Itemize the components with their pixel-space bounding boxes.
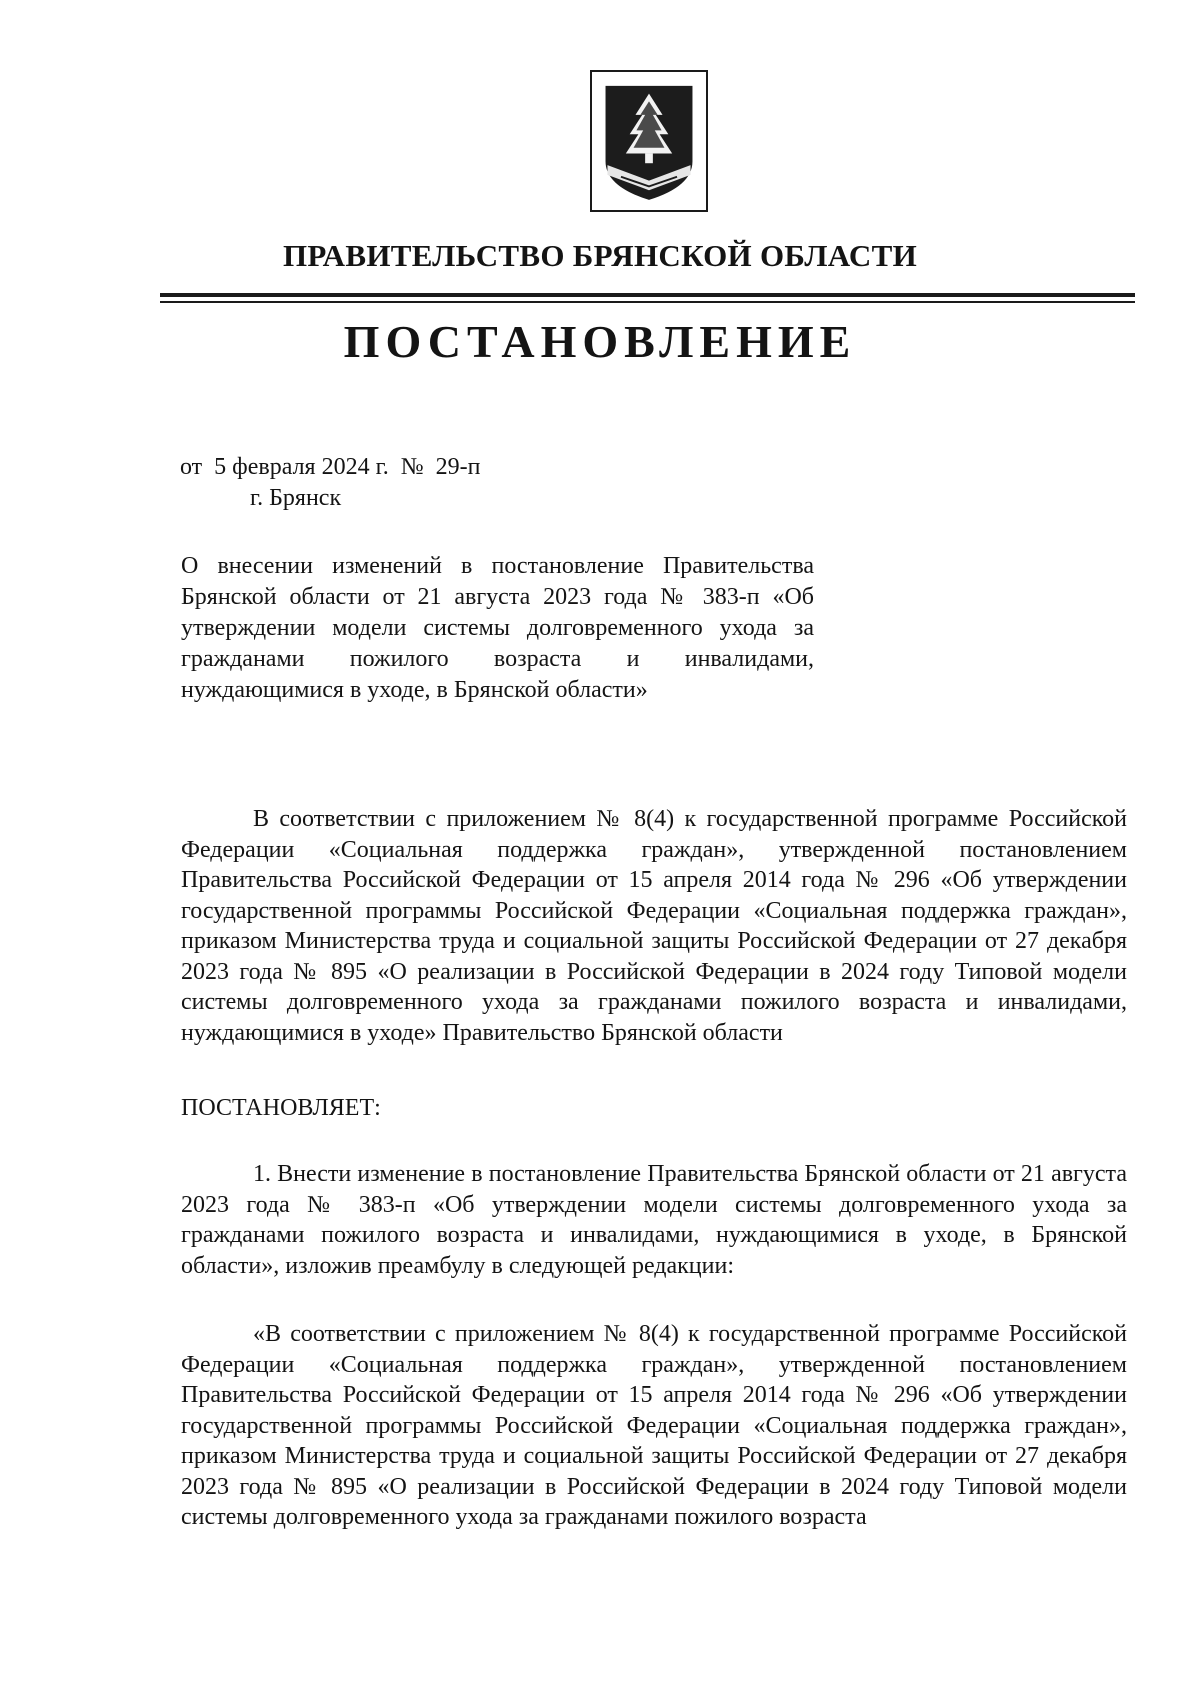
bryansk-coat-of-arms-icon	[590, 70, 708, 212]
item-1-paragraph: 1. Внести изменение в постановление Правительства Брянской области от 21 августа 2023 года № 383-п «Об утверждении модели системы долговременного ухода за гражданами пожилого возраста и инвалидами, нуждающимися в уходе, в Брянской области», изложив преамбулу в следующей редакции:	[181, 1161, 1127, 1279]
city: г. Брянск	[250, 485, 342, 511]
header-rule-thin	[160, 301, 1135, 303]
resolves-heading: ПОСТАНОВЛЯЕТ:	[181, 1095, 381, 1121]
date-and-number: от 5 февраля 2024 г. № 29-п	[180, 454, 481, 480]
document-subject: О внесении изменений в постановление Правительства Брянской области от 21 августа 2023 года № 383-п «Об утверждении модели системы долговременного ухода за гражданами пожилого возраста и инвалидами, нуждающимися в уходе, в Брянской области»	[181, 553, 814, 703]
preamble-paragraph: В соответствии с приложением № 8(4) к государственной программе Российской Федерации «Социальная поддержка граждан», утвержденной постановлением Правительства Российской Федерации от 15 апреля 2014 года № 296 «Об утверждении государственной программы Российской Федерации «Социальная поддержка граждан», приказом Министерства труда и социальной защиты Российской Федерации от 27 декабря 2023 года № 895 «О реализации в Российской Федерации в 2024 году Типовой модели системы долговременного ухода за гражданами пожилого возраста и инвалидами, нуждающимися в уходе» Правительство Брянской области	[181, 806, 1127, 1046]
government-name: ПРАВИТЕЛЬСТВО БРЯНСКОЙ ОБЛАСТИ	[282, 238, 918, 273]
header-rule-thick	[160, 293, 1135, 297]
item-1-quote-paragraph: «В соответствии с приложением № 8(4) к государственной программе Российской Федерации «Социальная поддержка граждан», утвержденной постановлением Правительства Российской Федерации от 15 апреля 2014 года № 296 «Об утверждении государственной программы Российской Федерации «Социальная поддержка граждан», приказом Министерства труда и социальной защиты Российской Федерации от 27 декабря 2023 года № 895 «О реализации в Российской Федерации в 2024 году Типовой модели системы долговременного ухода за гражданами пожилого возраста	[181, 1321, 1127, 1530]
document-type-title: ПОСТАНОВЛЕНИЕ	[343, 316, 857, 367]
